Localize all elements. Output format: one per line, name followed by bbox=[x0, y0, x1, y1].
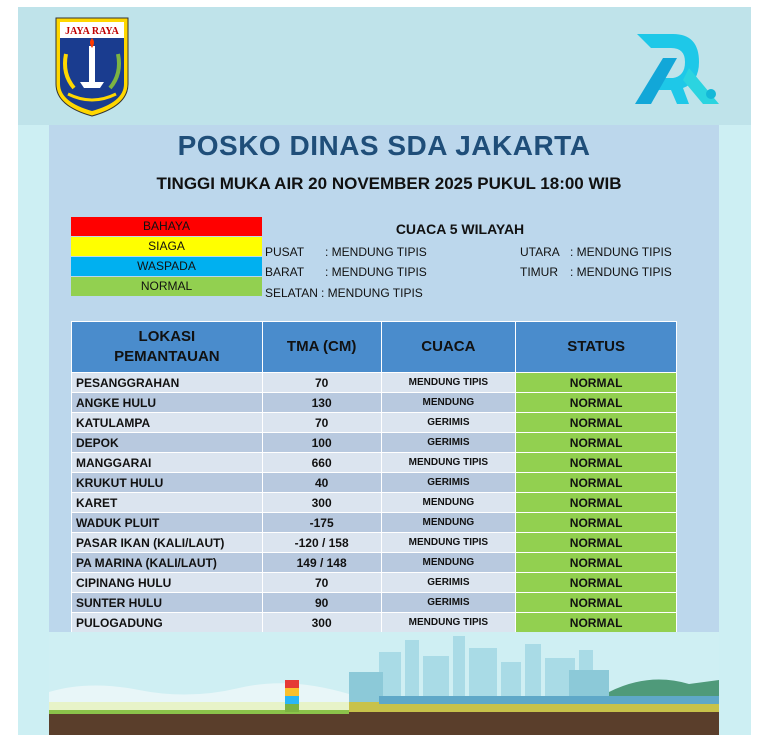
cell-lokasi: PASAR IKAN (KALI/LAUT) bbox=[72, 533, 263, 553]
cell-lokasi: PULOGADUNG bbox=[72, 613, 263, 633]
region-value: : MENDUNG TIPIS bbox=[321, 286, 423, 300]
cell-status: NORMAL bbox=[516, 433, 677, 453]
cell-tma: 40 bbox=[262, 473, 381, 493]
header-cuaca: CUACA bbox=[381, 322, 516, 373]
cell-tma: 70 bbox=[262, 373, 381, 393]
legend-siaga: SIAGA bbox=[71, 237, 262, 256]
region-value: : MENDUNG TIPIS bbox=[325, 245, 427, 259]
page-subtitle: TINGGI MUKA AIR 20 NOVEMBER 2025 PUKUL 18:00 WIB bbox=[156, 174, 622, 193]
cell-cuaca: MENDUNG bbox=[381, 553, 516, 573]
weather-region-selatan bbox=[265, 286, 423, 300]
cell-tma: -120 / 158 bbox=[262, 533, 381, 553]
cell-cuaca: MENDUNG bbox=[381, 393, 516, 413]
header-lokasi bbox=[72, 322, 263, 373]
cell-status: NORMAL bbox=[516, 573, 677, 593]
dsda-logo bbox=[633, 28, 728, 112]
weather-region-utara bbox=[520, 245, 672, 259]
city-skyline-illustration bbox=[49, 632, 719, 735]
cell-cuaca: MENDUNG TIPIS bbox=[381, 373, 516, 393]
cell-lokasi: DEPOK bbox=[72, 433, 263, 453]
weather-region-pusat bbox=[265, 245, 427, 259]
weather-region-timur bbox=[520, 265, 672, 279]
cell-lokasi: KARET bbox=[72, 493, 263, 513]
table-row bbox=[72, 493, 677, 513]
legend-waspada: WASPADA bbox=[71, 257, 262, 276]
cell-cuaca: MENDUNG TIPIS bbox=[381, 453, 516, 473]
region-name: UTARA bbox=[520, 245, 560, 259]
weather-title: CUACA 5 WILAYAH bbox=[395, 221, 525, 237]
legend-bahaya: BAHAYA bbox=[71, 217, 262, 236]
cell-status: NORMAL bbox=[516, 413, 677, 433]
table-row bbox=[72, 413, 677, 433]
cell-cuaca: GERIMIS bbox=[381, 473, 516, 493]
cell-tma: 70 bbox=[262, 413, 381, 433]
region-value: : MENDUNG TIPIS bbox=[325, 265, 427, 279]
table-row bbox=[72, 533, 677, 553]
cell-cuaca: MENDUNG bbox=[381, 493, 516, 513]
cell-status: NORMAL bbox=[516, 493, 677, 513]
cell-cuaca: GERIMIS bbox=[381, 433, 516, 453]
region-name: SELATAN bbox=[265, 286, 318, 300]
cell-status: NORMAL bbox=[516, 473, 677, 493]
region-value: : MENDUNG TIPIS bbox=[570, 265, 672, 279]
svg-text:JAYA RAYA: JAYA RAYA bbox=[65, 26, 119, 37]
header-lokasi-line1: LOKASI bbox=[138, 328, 196, 345]
table-row bbox=[72, 453, 677, 473]
cell-status: NORMAL bbox=[516, 613, 677, 633]
region-name: BARAT bbox=[265, 265, 305, 279]
cell-cuaca: MENDUNG bbox=[381, 513, 516, 533]
table-row bbox=[72, 433, 677, 453]
cell-tma: 130 bbox=[262, 393, 381, 413]
cell-tma: 100 bbox=[262, 433, 381, 453]
table-row bbox=[72, 593, 677, 613]
cell-tma: 90 bbox=[262, 593, 381, 613]
table-row bbox=[72, 553, 677, 573]
table-header-row bbox=[72, 322, 677, 373]
table-row bbox=[72, 613, 677, 633]
cell-tma: -175 bbox=[262, 513, 381, 533]
cell-status: NORMAL bbox=[516, 373, 677, 393]
cell-tma: 300 bbox=[262, 493, 381, 513]
cell-lokasi: WADUK PLUIT bbox=[72, 513, 263, 533]
cell-lokasi: PA MARINA (KALI/LAUT) bbox=[72, 553, 263, 573]
header-status: STATUS bbox=[516, 322, 677, 373]
cell-lokasi: PESANGGRAHAN bbox=[72, 373, 263, 393]
cell-status: NORMAL bbox=[516, 453, 677, 473]
cell-cuaca: GERIMIS bbox=[381, 413, 516, 433]
cell-status: NORMAL bbox=[516, 393, 677, 413]
cell-cuaca: MENDUNG TIPIS bbox=[381, 533, 516, 553]
cell-lokasi: SUNTER HULU bbox=[72, 593, 263, 613]
cell-tma: 70 bbox=[262, 573, 381, 593]
water-gauge-icon bbox=[285, 680, 299, 712]
header-tma: TMA (CM) bbox=[262, 322, 381, 373]
cell-status: NORMAL bbox=[516, 553, 677, 573]
legend-normal: NORMAL bbox=[71, 277, 262, 296]
page-title: POSKO DINAS SDA JAKARTA bbox=[177, 130, 591, 161]
cell-lokasi: KATULAMPA bbox=[72, 413, 263, 433]
region-value: : MENDUNG TIPIS bbox=[570, 245, 672, 259]
cell-lokasi: ANGKE HULU bbox=[72, 393, 263, 413]
cell-status: NORMAL bbox=[516, 533, 677, 553]
water-level-table bbox=[71, 321, 677, 633]
cell-lokasi: CIPINANG HULU bbox=[72, 573, 263, 593]
status-legend bbox=[71, 217, 262, 297]
cell-tma: 300 bbox=[262, 613, 381, 633]
cell-status: NORMAL bbox=[516, 593, 677, 613]
cell-cuaca: GERIMIS bbox=[381, 573, 516, 593]
weather-region-barat bbox=[265, 265, 427, 279]
cell-tma: 660 bbox=[262, 453, 381, 473]
cell-cuaca: GERIMIS bbox=[381, 593, 516, 613]
table-row bbox=[72, 573, 677, 593]
table-row bbox=[72, 373, 677, 393]
cell-cuaca: MENDUNG TIPIS bbox=[381, 613, 516, 633]
table-row bbox=[72, 513, 677, 533]
region-name: PUSAT bbox=[265, 245, 305, 259]
cell-status: NORMAL bbox=[516, 513, 677, 533]
cell-lokasi: MANGGARAI bbox=[72, 453, 263, 473]
cell-tma: 149 / 148 bbox=[262, 553, 381, 573]
jakarta-crest-logo bbox=[52, 14, 132, 118]
header-lokasi-line2: PEMANTAUAN bbox=[114, 348, 220, 365]
cell-lokasi: KRUKUT HULU bbox=[72, 473, 263, 493]
region-name: TIMUR bbox=[520, 265, 558, 279]
table-row bbox=[72, 393, 677, 413]
table-row bbox=[72, 473, 677, 493]
